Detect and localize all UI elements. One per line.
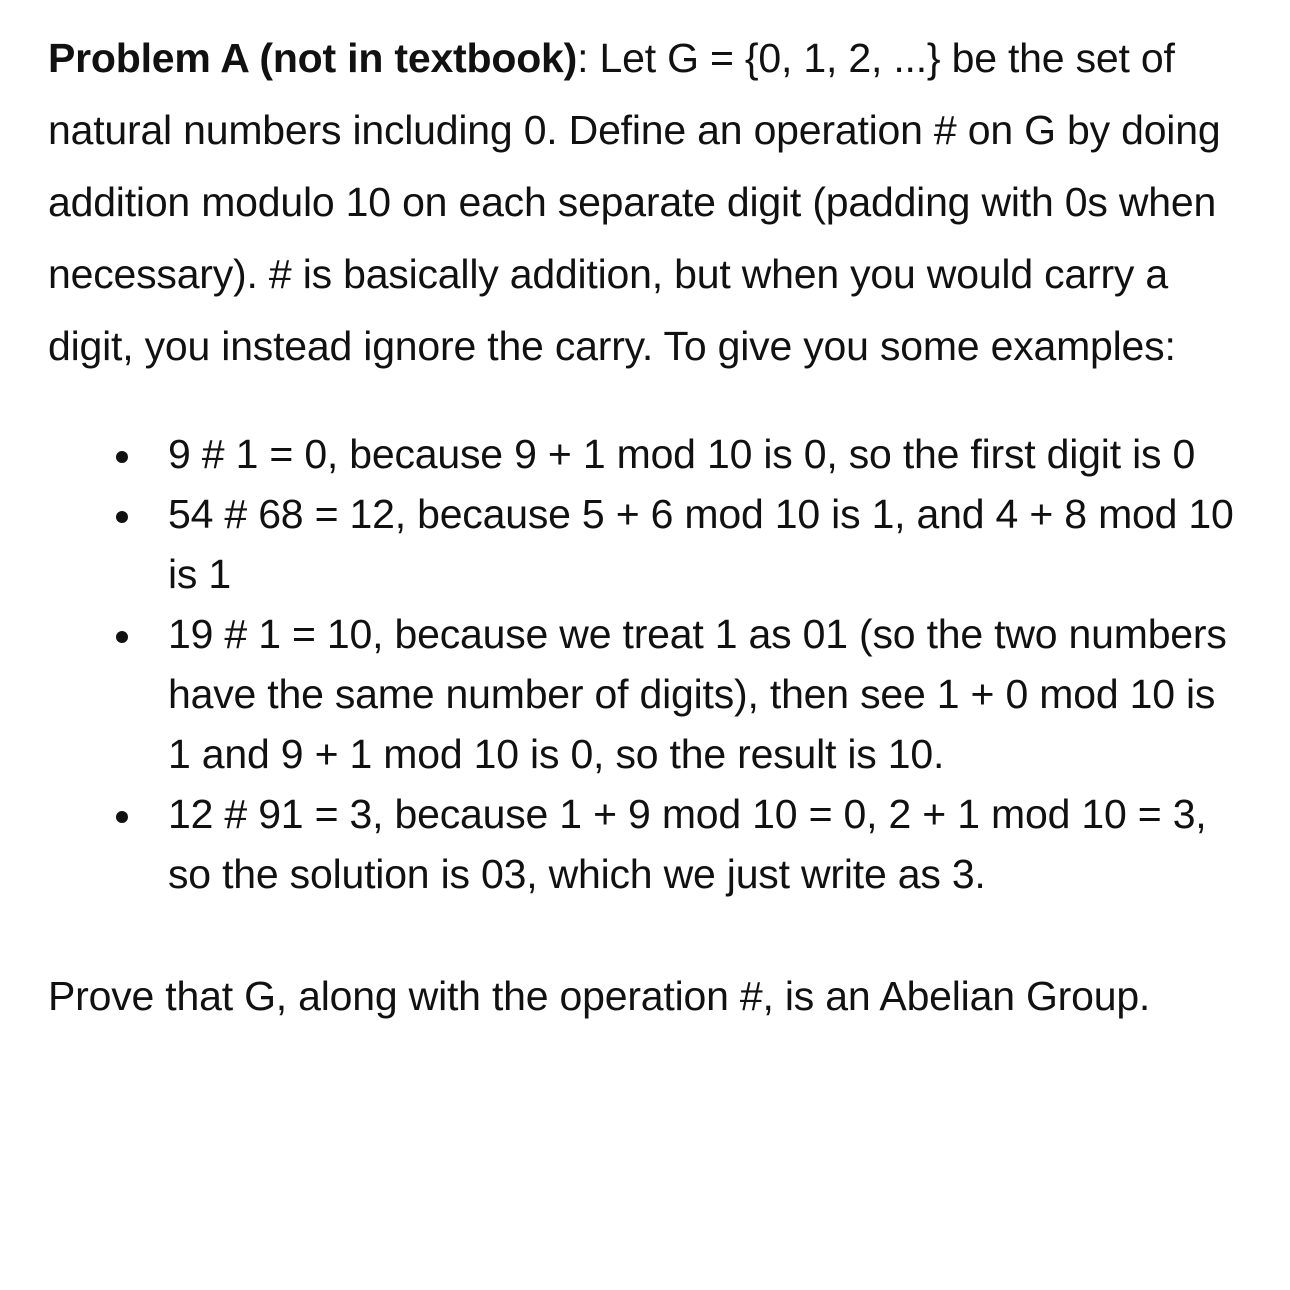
proof-prompt: Prove that G, along with the operation #, is an Abelian Group.: [48, 973, 1151, 1019]
example-item: 12 # 91 = 3, because 1 + 9 mod 10 = 0, 2 + 1 mod 10 = 3, so the solution is 03, which we just write as 3.: [168, 784, 1242, 904]
examples-list: [48, 424, 1242, 904]
problem-intro: [48, 22, 1242, 382]
example-item: 54 # 68 = 12, because 5 + 6 mod 10 is 1, and 4 + 8 mod 10 is 1: [168, 484, 1242, 604]
example-item: 9 # 1 = 0, because 9 + 1 mod 10 is 0, so the first digit is 0: [168, 424, 1242, 484]
example-item: 19 # 1 = 10, because we treat 1 as 01 (so the two numbers have the same number of digits), then see 1 + 0 mod 10 is 1 and 9 + 1 mod 10 is 0, so the result is 10.: [168, 604, 1242, 784]
problem-intro-text: : Let G = {0, 1, 2, ...} be the set of natural numbers including 0. Define an operation # on G by doing addition modulo 10 on each separate digit (padding with 0s when necessary). # is basically addition, but when you would carry a digit, you instead ignore the carry. To give you some examples:: [48, 35, 1221, 369]
problem-heading: Problem A (not in textbook): [48, 35, 578, 81]
